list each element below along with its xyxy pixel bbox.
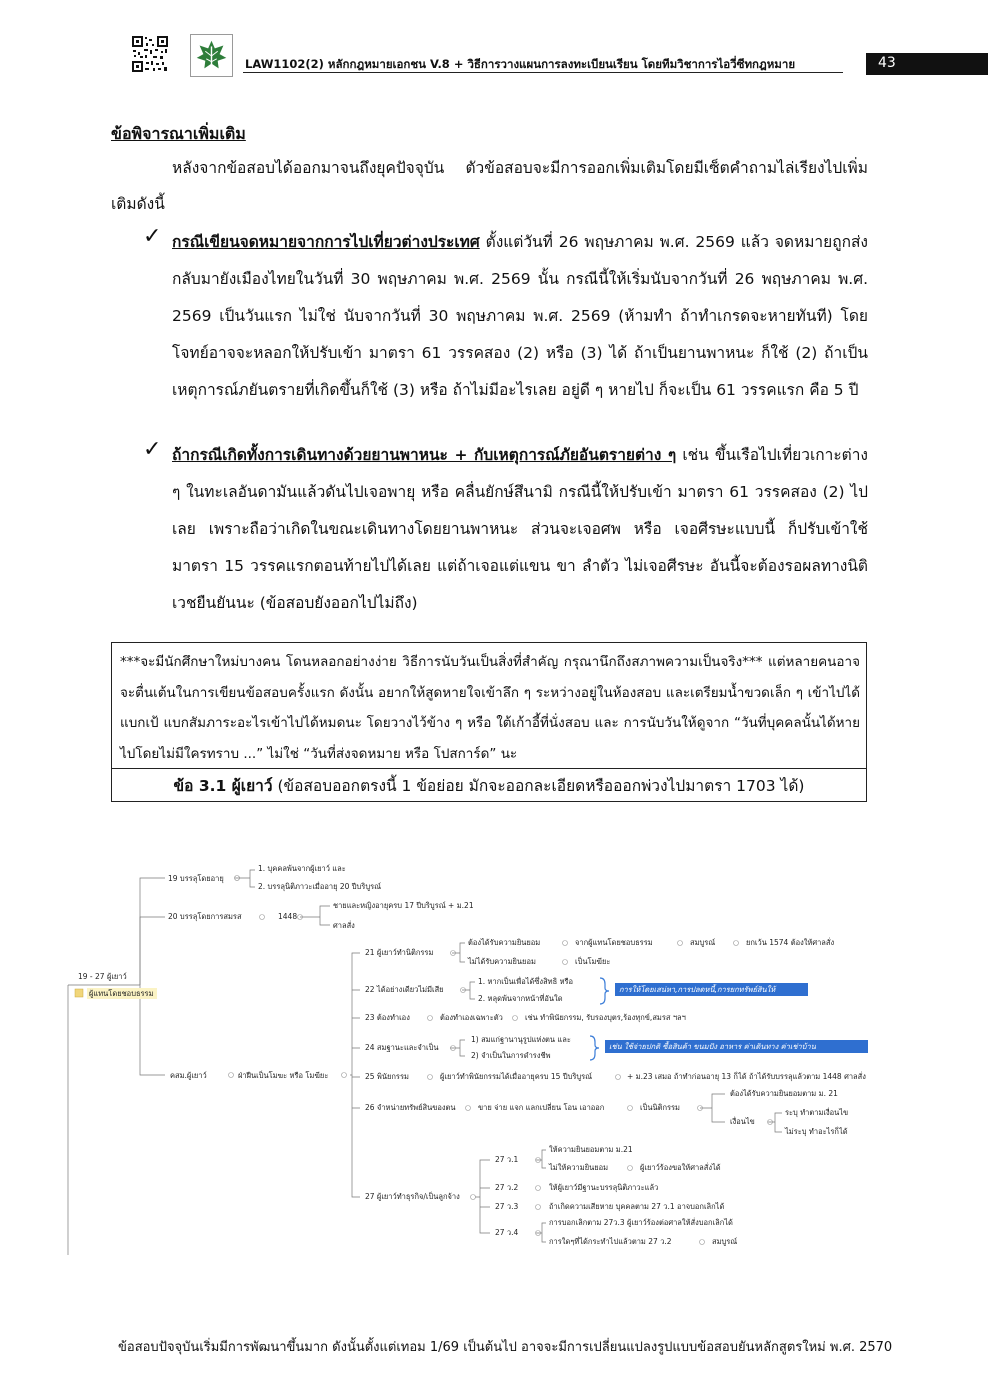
node-20-b: ศาลสั่ง: [333, 921, 355, 930]
node-26-b: เป็นนิติกรรม: [640, 1103, 680, 1112]
section-heading: ข้อพิจารณาเพิ่มเติม: [111, 124, 246, 143]
node-25-b: + ม.23 เสมอ ถ้าทำก่อนอายุ 13 ก็ได้ ถ้าได้รับบรรลุแล้วตาม 1448 ศาลสั่ง: [627, 1072, 866, 1081]
node-23: 23 ต้องทำเอง: [365, 1013, 410, 1022]
node-21-b2: เป็นโมฆียะ: [575, 957, 611, 966]
node-27-1b: ไม่ให้ความยินยอม: [549, 1163, 609, 1172]
node-21: 21 ผู้เยาว์ทำนิติกรรม: [365, 948, 434, 957]
node-19-b: 2. บรรลุนิติภาวะเมื่ออายุ 20 ปีบริบูรณ์: [258, 882, 382, 891]
node-26: 26 จำหน่ายทรัพย์สินของตน: [365, 1103, 456, 1112]
page-number-box: [866, 53, 988, 75]
mind-map-diagram: [60, 850, 930, 1260]
node-21-b: ไม่ได้รับความยินยอม: [468, 957, 536, 966]
node-23-a: ต้องทำเองเฉพาะตัว: [440, 1013, 503, 1022]
note-text: ***จะมีนักศึกษาใหม่บางคน โดนหลอกอย่างง่าย วิธีการนับวันเป็นสิ่งที่สำคัญ กรุณานึกถึงสภาพความเป็นจริง*** แต่หลายคนอาจจะตื่นเต้นในการเขียนข้อสอบครั้งแรก ดังนั้น อยากให้สูดหายใจเข้าลึก ๆ ระหว่างอยู่ในห้องสอบ และเตรียมน้ำขวดเล็ก ๆ เข้าไปได้ แบกเป้ แบกสัมภาระอะไรเข้าไปได้หมดนะ โดยวางไว้ข้าง ๆ หรือ ใต้เก้าอี้ที่นั่งสอบ และ การนับวันให้ดูจาก “วันที่บุคคลนั้นได้หายไปโดยไม่มีใครทราบ ...” ไม่ใช่ “วันที่ส่งจดหมาย หรือ โปสการ์ด” นะ: [120, 654, 860, 762]
node-27-1c: ผู้เยาว์ร้องขอให้ศาลสั่งได้: [640, 1163, 721, 1172]
brace-icon: [590, 1036, 599, 1060]
qr-code-icon: [131, 35, 169, 73]
node-27-1a: ให้ความยินยอมตาม ม.21: [549, 1145, 633, 1154]
node-22-a: 1. หากเป็นเพื่อได้ซึ่งสิทธิ หรือ: [478, 977, 574, 986]
header-title: LAW1102(2) หลักกฎหมายเอกชน V.8 + วิธีการวางแผนการลงทะเบียนเรียน โดยทีมวิชาการไอวี่ซีทกฎหมาย: [245, 57, 796, 71]
node-24: 24 สมฐานะและจำเป็น: [365, 1043, 439, 1052]
checkmark-icon: ✓: [143, 224, 162, 249]
node-26-a: ขาย จ่าย แจก แลกเปลี่ยน โอน เอาออก: [478, 1103, 605, 1112]
node-27-2a: ให้ผู้เยาว์มีฐานะบรรลุนิติภาวะแล้ว: [549, 1183, 659, 1192]
node-main: คสม.ผู้เยาว์: [170, 1071, 207, 1080]
node-27-1: 27 ว.1: [495, 1155, 519, 1164]
mind-map-root: 19 - 27 ผู้เยาว์: [78, 972, 127, 981]
node-27-3a: ถ้าเกิดความเสียหาย บุคคลตาม 27 ว.1 อาจบอกเลิกได้: [549, 1202, 725, 1211]
note-divider: [112, 768, 866, 769]
node-26-d2: ไม่ระบุ ทำอะไรก็ได้: [785, 1127, 848, 1136]
node-21-a3: สมบูรณ์: [690, 938, 716, 947]
node-27-4c: สมบูรณ์: [712, 1237, 738, 1246]
node-26-d: เงื่อนไข: [730, 1117, 755, 1126]
node-27-3: 27 ว.3: [495, 1202, 519, 1211]
header-divider: [243, 72, 843, 73]
bullet-text: ตั้งแต่วันที่ 26 พฤษภาคม พ.ศ. 2569 แล้ว จดหมายถูกส่งกลับมายังเมืองไทยในวันที่ 30 พฤษภาคม พ.ศ. 2569 นั้น กรณีนี้ให้เริ่มนับจากวันที่ 26 พฤษภาคม พ.ศ. 2569 เป็นวันแรก ไม่ใช่ นับจากวันที่ 30 พฤษภาคม พ.ศ. 2569 (ห้ามทำ ถ้าทำเกรดจะหายทันที) โดยโจทย์อาจจะหลอกให้ปรับเข้า มาตรา 61 วรรคสอง (2) หรือ (3) ได้ ถ้าเป็นยานพาหนะ ก็ใช้ (2) ถ้าเป็นเหตุการณ์ภยันตรายที่เกิดขึ้นก็ใช้ (3) หรือ ถ้าไม่มีอะไรเลย อยู่ดี ๆ หายไป ก็จะเป็น 61 วรรคแรก คือ 5 ปี: [172, 233, 868, 399]
intro-paragraph: หลังจากข้อสอบได้ออกมาจนถึงยุคปัจจุบัน ตัวข้อสอบจะมีการออกเพิ่มเติมโดยมีเซ็ตคำถามไล่เรียงไปเพิ่มเติมดังนี้: [111, 159, 868, 213]
bullet-text: เช่น ขึ้นเรือไปเที่ยวเกาะต่าง ๆ ในทะเลอันดามันแล้วดันไปเจอพายุ หรือ คลื่นยักษ์สึนามิ กรณีนี้ให้ปรับเข้า มาตรา 61 วรรคสอง (2) ไปเลย เพราะถือว่าเกิดในขณะเดินทางโดยยานพาหนะ ส่วนจะเจอศพ หรือ เจอศีรษะแบบนี้ ก็ปรับเข้าใช้ มาตรา 15 วรรคแรกตอนท้ายไปได้เลย แต่ถ้าเจอแต่แขน ขา ลำตัว ไม่เจอศีรษะ อันนี้จะต้องรอผลทางนิติเวชยืนยันนะ (ข้อสอบยังออกไปไม่ถึง): [172, 446, 868, 612]
node-20-section: 1448: [278, 912, 298, 921]
node-25-a: ผู้เยาว์ทำพินัยกรรมได้เมื่ออายุครบ 15 ปีบริบูรณ์: [440, 1072, 593, 1081]
node-27-4b: การใดๆที่ได้กระทำไปแล้วตาม 27 ว.2: [549, 1237, 672, 1246]
node-27-2: 27 ว.2: [495, 1183, 519, 1192]
note-title-bold: ข้อ 3.1 ผู้เยาว์: [173, 777, 273, 795]
node-22-b: 2. หลุดพ้นจากหน้าที่อันใด: [478, 994, 563, 1003]
node-22-note: การให้โดยเสน่หา,การปลดหนี้,การยกทรัพย์สินให้: [619, 985, 776, 994]
node-20: 20 บรรลุโดยการสมรส: [168, 912, 242, 921]
node-25: 25 พินัยกรรม: [365, 1072, 409, 1081]
node-27-4a: การบอกเลิกตาม 27ว.3 ผู้เยาว์ร้องต่อศาลให้สั่งบอกเลิกได้: [549, 1218, 733, 1227]
node-21-a4: ยกเว้น 1574 ต้องให้ศาลสั่ง: [746, 938, 835, 947]
bullet-lead: ถ้ากรณีเกิดทั้งการเดินทางด้วยยานพาหนะ + กับเหตุการณ์ภัยอันตรายต่าง ๆ: [172, 446, 677, 464]
node-main-sub: ฝ่าฝืนเป็นโมฆะ หรือ โมฆียะ: [238, 1071, 329, 1080]
node-23-b: เช่น ทำพินัยกรรม, รับรองบุตร,ร้องทุกข์,สมรส ฯลฯ: [525, 1013, 686, 1022]
note-section-title: [112, 773, 866, 798]
bullet-lead: กรณีเขียนจดหมายจากการไปเที่ยวต่างประเทศ: [172, 233, 480, 251]
node-20-a: ชายและหญิงอายุครบ 17 ปีบริบูรณ์ + ม.21: [333, 901, 474, 910]
ivy-leaf-logo: [190, 34, 233, 77]
node-27-4: 27 ว.4: [495, 1228, 519, 1237]
node-24-a: 1) สมแก่ฐานานุรูปแห่งตน และ: [471, 1035, 571, 1044]
node-21-a: ต้องได้รับความยินยอม: [468, 938, 541, 947]
node-19: 19 บรรลุโดยอายุ: [168, 874, 224, 883]
node-24-b: 2) จำเป็นในการดำรงชีพ: [471, 1051, 551, 1060]
checkmark-icon: ✓: [143, 437, 162, 462]
node-26-c: ต้องได้รับความยินยอมตาม ม. 21: [730, 1089, 838, 1098]
bullet-item-2: [172, 437, 868, 622]
node-21-a2: จากผู้แทนโดยชอบธรรม: [575, 938, 653, 947]
node-19-a: 1. บุคคลพ้นจากผู้เยาว์ และ: [258, 864, 346, 873]
node-27: 27 ผู้เยาว์ทำธุรกิจ/เป็นลูกจ้าง: [365, 1192, 460, 1201]
brace-icon: [600, 978, 609, 1004]
page-number: 43: [878, 55, 896, 71]
footer-note: ข้อสอบปัจจุบันเริ่มมีการพัฒนาขึ้นมาก ดังนั้นตั้งแต่เทอม 1/69 เป็นต้นไป อาจจะมีการเปลี่ยนแปลงรูปแบบข้อสอบยันหลักสูตรใหม่ พ.ศ. 2570: [118, 1340, 893, 1355]
note-title-rest: (ข้อสอบออกตรงนี้ 1 ข้อย่อย มักจะออกละเอียดหรือออกพ่วงไปมาตรา 1703 ได้): [272, 777, 805, 795]
node-26-d1: ระบุ ทำตามเงื่อนไข: [785, 1108, 849, 1117]
mind-map-root-sub: ผู้แทนโดยชอบธรรม: [89, 989, 154, 998]
node-24-note: เช่น ใช้จ่ายปกติ ซื้อสินค้า ขนมปัง อาหาร ค่าเดินทาง ค่าเช่าบ้าน: [609, 1042, 816, 1051]
note-icon: [75, 989, 83, 997]
bullet-item-1: [172, 224, 868, 409]
node-22: 22 ได้อย่างเดียวไม่มีเสีย: [365, 985, 444, 994]
note-box: [111, 642, 867, 802]
